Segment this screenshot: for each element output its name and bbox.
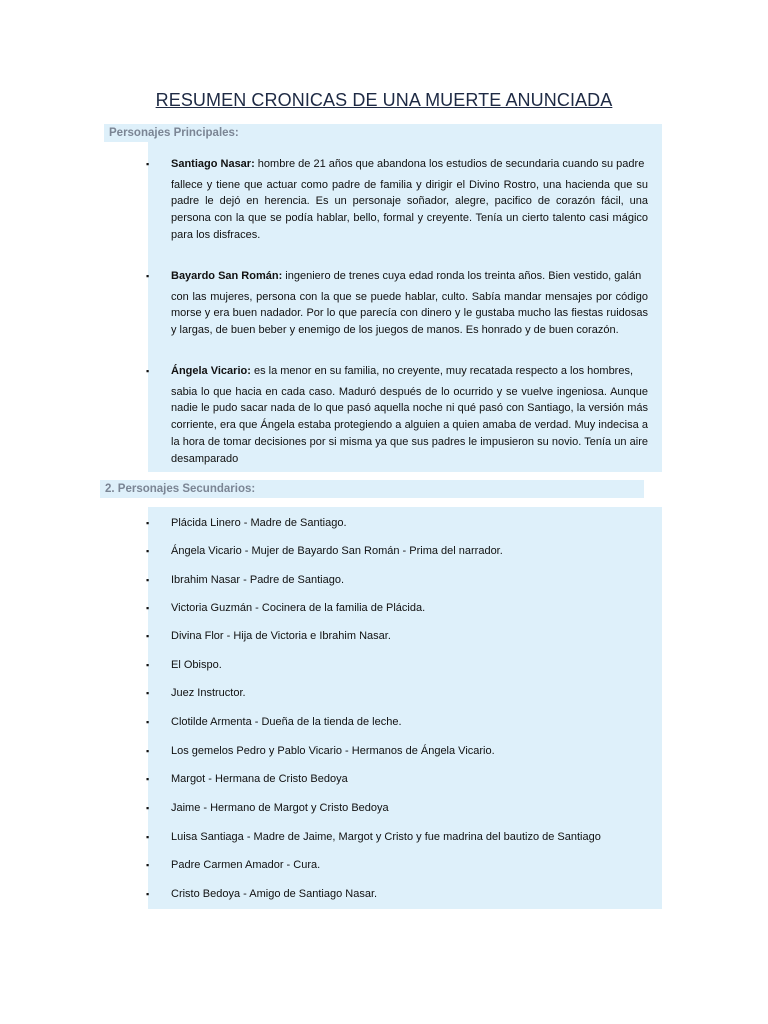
bullet-icon: ▪ [146, 832, 150, 842]
list-item: ▪ Ángela Vicario - Mujer de Bayardo San Román - Prima del narrador. [146, 545, 503, 557]
bullet-icon: ▪ [146, 575, 150, 585]
list-item: ▪ Clotilde Armenta - Dueña de la tienda de leche. [146, 716, 402, 728]
list-item: ▪ Margot - Hermana de Cristo Bedoya [146, 773, 348, 785]
list-item: ▪ Jaime - Hermano de Margot y Cristo Bedoya [146, 802, 389, 814]
secundarios-box [148, 507, 662, 909]
list-item: ▪ Juez Instructor. [146, 687, 246, 699]
character-santiago [148, 156, 648, 244]
bullet-icon: ▪ [146, 746, 150, 756]
character-name: Santiago Nasar: [171, 158, 255, 170]
bullet-icon: ▪ [146, 717, 150, 727]
bullet-icon: ▪ [146, 159, 150, 169]
bullet-icon: ▪ [146, 271, 150, 281]
list-item: ▪ Divina Flor - Hija de Victoria e Ibrahim Nasar. [146, 630, 391, 642]
bullet-icon: ▪ [146, 631, 150, 641]
bullet-icon: ▪ [146, 889, 150, 899]
page-title: RESUMEN CRONICAS DE UNA MUERTE ANUNCIADA [155, 90, 613, 110]
character-angela [148, 363, 648, 467]
list-item: ▪ Victoria Guzmán - Cocinera de la familia de Plácida. [146, 602, 426, 614]
bullet-icon: ▪ [146, 518, 150, 528]
list-item: ▪ Plácida Linero - Madre de Santiago. [146, 517, 347, 529]
bullet-icon: ▪ [146, 688, 150, 698]
section-heading-secundarios: 2. Personajes Secundarios: [100, 480, 644, 498]
bullet-icon: ▪ [146, 860, 150, 870]
character-name: Bayardo San Román: [171, 270, 283, 282]
bullet-icon: ▪ [146, 366, 150, 376]
character-bayardo [148, 268, 648, 339]
bullet-icon: ▪ [146, 803, 150, 813]
character-desc-first: ingeniero de trenes cuya edad ronda los treinta años. Bien vestido, galán [282, 270, 642, 282]
bullet-icon: ▪ [146, 546, 150, 556]
list-item: ▪ Padre Carmen Amador - Cura. [146, 859, 321, 871]
list-item: ▪ Luisa Santiaga - Madre de Jaime, Margot y Cristo y fue madrina del bautizo de Santiago [146, 831, 601, 843]
character-desc: con las mujeres, persona con la que se puede hablar, culto. Sabía mandar mensajes por código morse y era buen nadador. Por lo que parecía con dinero y le gustaba mucho las fiestas ruidosas y largas, de buen beber y enemigo de los juegos de manos. Es honrado y de buen corazón. [171, 290, 648, 337]
character-desc: sabia lo que hacia en cada caso. Maduró después de lo ocurrido y se vuelve ingeniosa. Aunque nadie le pudo sacar nada de lo que pasó aquella noche ni qué pasó con Santiago, la versión más corriente, era que Ángela estaba protegiendo a alguien a quien amaba de verdad. Muy indecisa a la hora de tomar decisiones por si misma ya que sus padres le impusieron su novio. Tenía un aire desamparado [171, 385, 648, 465]
list-item: ▪ Cristo Bedoya - Amigo de Santiago Nasar. [146, 888, 378, 900]
bullet-icon: ▪ [146, 774, 150, 784]
list-item: ▪ El Obispo. [146, 659, 222, 671]
list-item: ▪ Los gemelos Pedro y Pablo Vicario - Hermanos de Ángela Vicario. [146, 745, 495, 757]
section-heading-principales: Personajes Principales: [104, 124, 662, 142]
list-item: ▪ Ibrahim Nasar - Padre de Santiago. [146, 574, 345, 586]
character-desc-first: hombre de 21 años que abandona los estudios de secundaria cuando su padre [254, 158, 645, 170]
character-name: Ángela Vicario: [171, 365, 251, 377]
bullet-icon: ▪ [146, 603, 150, 613]
bullet-icon: ▪ [146, 660, 150, 670]
character-desc: fallece y tiene que actuar como padre de familia y dirigir el Divino Rostro, una hacienda que su padre le dejó en herencia. Es un personaje soñador, alegre, pacifico de corazón fácil, una persona con la que se podía hablar, bello, formal y creyente. Tenía un cierto talento casi mágico para los disfraces. [171, 178, 648, 241]
character-desc-first: es la menor en su familia, no creyente, muy recatada respecto a los hombres, [250, 365, 634, 377]
principales-box [148, 142, 662, 472]
